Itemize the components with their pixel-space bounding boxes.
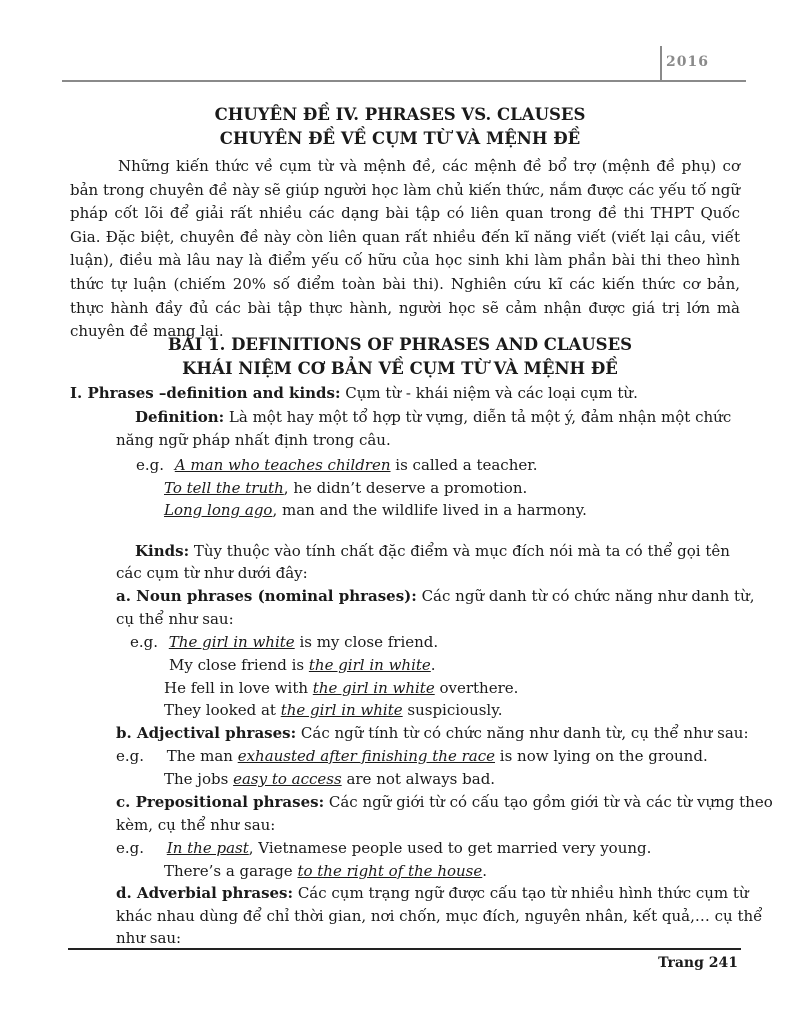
- intro-paragraph: Những kiến thức về cụm từ và mệnh đề, các mệnh đề bổ trợ (mệnh đề phụ) cơ bản trong chuyên đề này sẽ giúp người học làm chủ kiến thức, nắm được các yếu tố ngữ pháp cốt lõi để giải rất nhiều các dạng bài tập có liên quan trong đề thi THPT Quốc Gia. Đặc biệt, chuyên đề này còn liên quan rất nhiều đến kĩ năng viết (viết lại câu, viết luận), điều mà lâu nay là điểm yếu cố hữu của học sinh khi làm phần bài thi theo hình thức tự luận (chiếm 20% số điểm toàn bài thi). Nghiên cứu kĩ các kiến thức cơ bản, thực hành đầy đủ các bài tập thực hành, người học sẽ cảm nhận được giá trị lớn mà chuyên đề mang lại.: [70, 157, 740, 341]
- eg-label: e.g.: [136, 456, 165, 474]
- prepositional-phrases-text-1: Các ngữ giới từ có cấu tạo gồm giới từ và các từ vựng theo: [324, 793, 773, 811]
- definition-example-3: [164, 501, 587, 519]
- prepositional-phrases-line-1: [116, 793, 773, 811]
- noun-example-1: [130, 633, 438, 651]
- adjectival-phrases-label: b. Adjectival phrases:: [116, 724, 297, 742]
- prepositional-phrases-line-2: kèm, cụ thể như sau:: [116, 816, 276, 834]
- footer-rule: [68, 948, 741, 950]
- adjectival-phrases-text: Các ngữ tính từ có chức năng như danh từ, cụ thể như sau:: [296, 724, 749, 742]
- header-rule: [62, 80, 746, 82]
- definition-example-2: [164, 479, 527, 497]
- adverbial-phrases-label: d. Adverbial phrases:: [116, 884, 294, 902]
- example-pre: The jobs: [164, 770, 234, 788]
- example-pre: My close friend is: [169, 656, 309, 674]
- example-rest: , man and the wildlife lived in a harmony.: [272, 501, 587, 519]
- example-pre: The man: [166, 747, 238, 765]
- example-pre: There’s a garage: [164, 862, 298, 880]
- kinds-line-2: các cụm từ như dưới đây:: [116, 564, 308, 582]
- example-rest: suspiciously.: [402, 701, 503, 719]
- definition-text-1: Là một hay một tổ hợp từ vựng, diễn tả một ý, đảm nhận một chức: [224, 408, 732, 426]
- adverbial-phrases-line-2: khác nhau dùng để chỉ thời gian, nơi chốn, mục đích, nguyên nhân, kết quả,… cụ thể: [116, 907, 763, 925]
- prepositional-phrases-label: c. Prepositional phrases:: [116, 793, 325, 811]
- example-phrase: A man who teaches children: [174, 456, 391, 474]
- example-rest: overthere.: [434, 679, 519, 697]
- eg-label: e.g.: [116, 839, 145, 857]
- example-rest: are not always bad.: [341, 770, 496, 788]
- example-phrase: To tell the truth: [164, 479, 284, 497]
- definition-example-1: [136, 456, 538, 474]
- prepositional-example-1: [116, 839, 651, 857]
- example-rest: , Vietnamese people used to get married very young.: [248, 839, 652, 857]
- definition-label: Definition:: [135, 408, 225, 426]
- page-number: Trang 241: [658, 955, 738, 971]
- noun-example-3: [164, 679, 518, 697]
- adjectival-example-1: [116, 747, 708, 765]
- example-rest: .: [430, 656, 436, 674]
- adjectival-example-2: [164, 770, 495, 788]
- example-rest: is my close friend.: [294, 633, 439, 651]
- definition-line-1: [135, 408, 731, 426]
- noun-phrases-label: a. Noun phrases (nominal phrases):: [116, 587, 417, 605]
- kinds-text-1: Tùy thuộc vào tính chất đặc điểm và mục đích nói mà ta có thể gọi tên: [189, 542, 730, 560]
- kinds-line-1: [135, 542, 730, 560]
- example-pre: He fell in love with: [164, 679, 313, 697]
- example-phrase: The girl in white: [168, 633, 295, 651]
- section1-heading: I. Phrases –definition and kinds:: [70, 384, 341, 402]
- example-rest: .: [482, 862, 488, 880]
- adjectival-phrases-line: [116, 724, 749, 742]
- lesson-title-en: BÀI 1. DEFINITIONS OF PHRASES AND CLAUSES: [167, 335, 633, 354]
- example-rest: , he didn’t deserve a promotion.: [283, 479, 528, 497]
- adverbial-phrases-text-1: Các cụm trạng ngữ được cấu tạo từ nhiều hình thức cụm từ: [293, 884, 749, 902]
- main-title-vi: CHUYÊN ĐỀ VỀ CỤM TỪ VÀ MỆNH ĐỀ: [219, 129, 581, 148]
- example-phrase: In the past: [166, 839, 249, 857]
- kinds-label: Kinds:: [135, 542, 190, 560]
- example-phrase: the girl in white: [280, 701, 403, 719]
- example-phrase: easy to access: [233, 770, 342, 788]
- example-phrase: the girl in white: [308, 656, 431, 674]
- noun-phrases-line-2: cụ thể như sau:: [116, 610, 234, 628]
- lesson-title-vi: KHÁI NIỆM CƠ BẢN VỀ CỤM TỪ VÀ MỆNH ĐỀ: [182, 359, 618, 378]
- noun-phrases-line-1: [116, 587, 755, 605]
- adverbial-phrases-line-3: như sau:: [116, 929, 182, 947]
- example-phrase: the girl in white: [312, 679, 435, 697]
- main-title-en: CHUYÊN ĐỀ IV. PHRASES VS. CLAUSES: [214, 105, 586, 124]
- prepositional-example-2: [164, 862, 487, 880]
- adverbial-phrases-line-1: [116, 884, 749, 902]
- eg-label: e.g.: [116, 747, 145, 765]
- header-year: 2016: [666, 54, 709, 70]
- noun-phrases-text-1: Các ngữ danh từ có chức năng như danh từ,: [416, 587, 755, 605]
- section1-line: [70, 384, 638, 402]
- definition-line-2: năng ngữ pháp nhất định trong câu.: [116, 431, 391, 449]
- example-pre: They looked at: [164, 701, 281, 719]
- noun-example-2: [169, 656, 436, 674]
- example-phrase: exhausted after finishing the race: [237, 747, 495, 765]
- example-rest: is now lying on the ground.: [495, 747, 708, 765]
- example-phrase: Long long ago: [164, 501, 273, 519]
- eg-label: e.g.: [130, 633, 159, 651]
- noun-example-4: [164, 701, 502, 719]
- example-rest: is called a teacher.: [390, 456, 538, 474]
- section1-heading-text: Cụm từ - khái niệm và các loại cụm từ.: [340, 384, 638, 402]
- header-divider-tick: [660, 46, 662, 80]
- example-phrase: to the right of the house: [297, 862, 483, 880]
